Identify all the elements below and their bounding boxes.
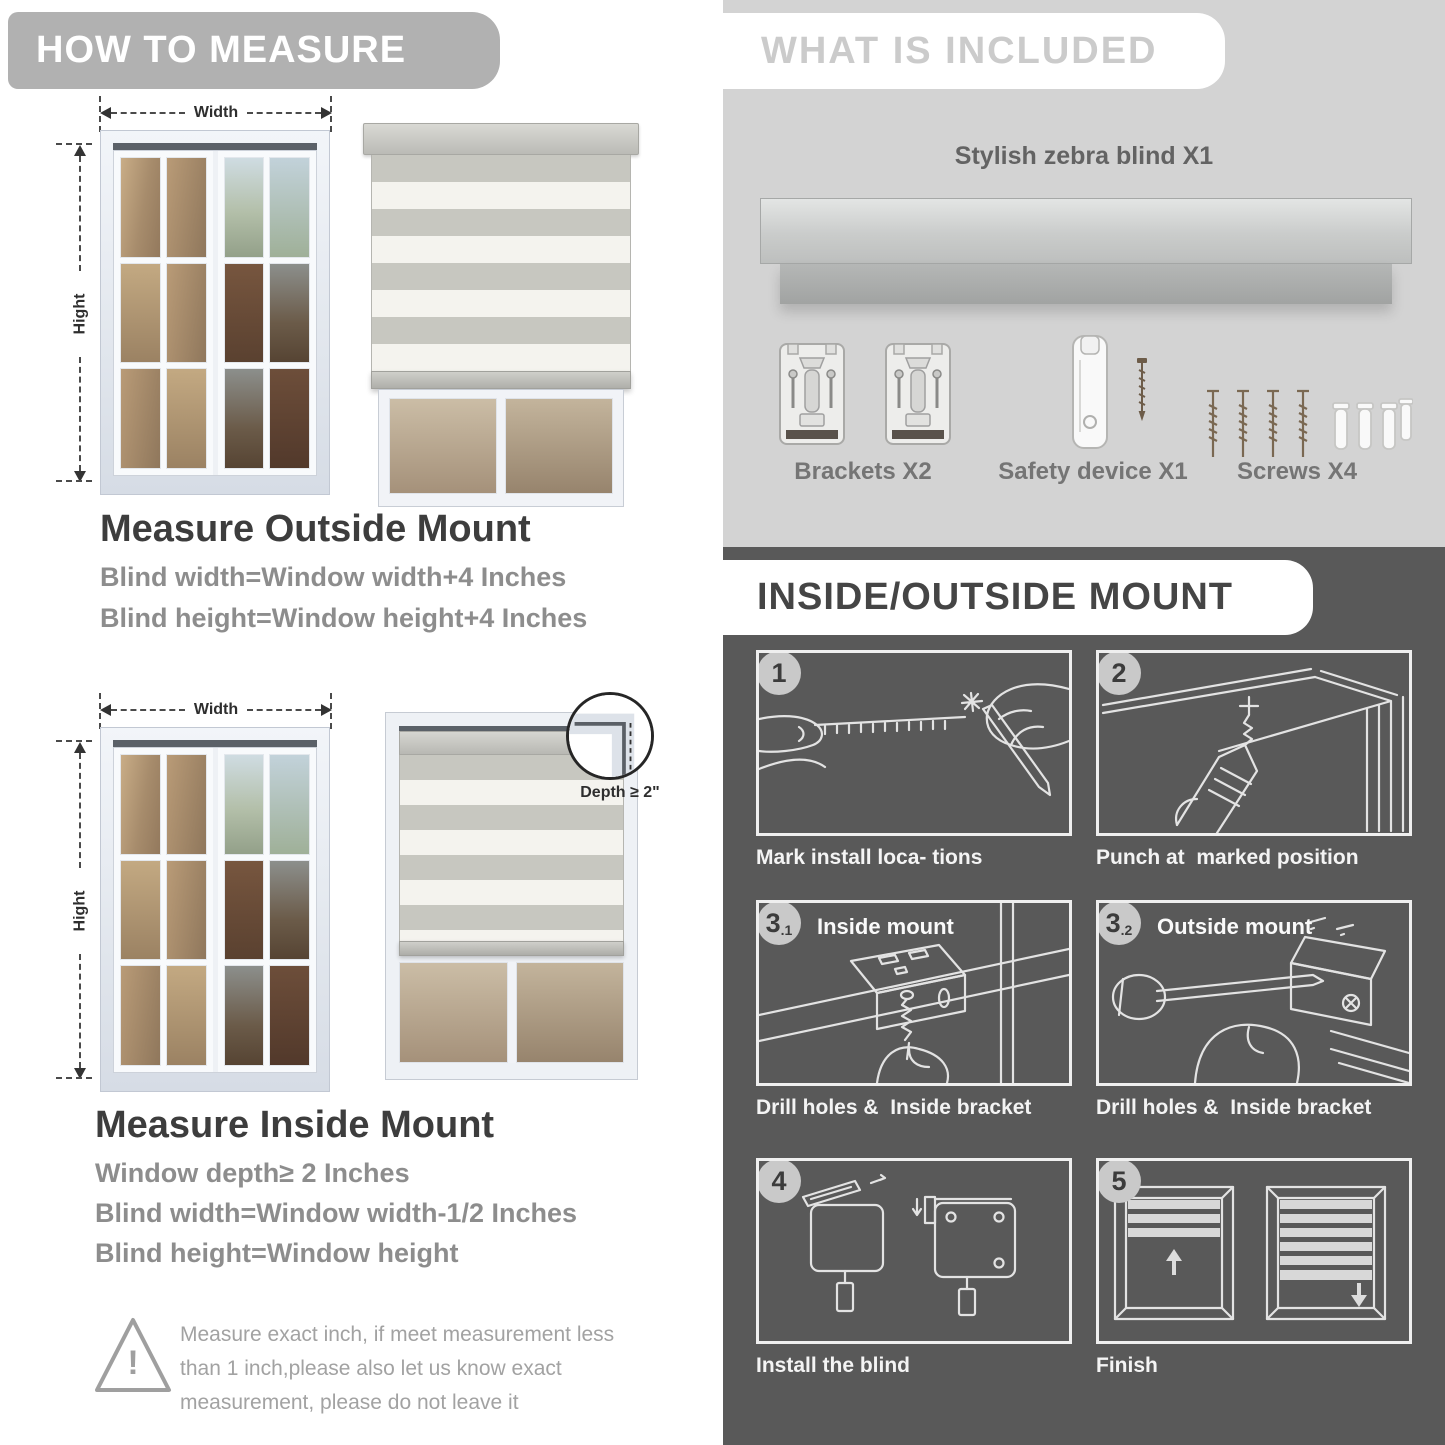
height-label: Hight (71, 293, 88, 334)
dimension-tick (56, 1077, 92, 1079)
inside-formula-width: Blind width=Window width-1/2 Inches (95, 1198, 578, 1228)
window-illustration-inside (100, 727, 330, 1092)
inside-mount-title: Measure Inside Mount (95, 1104, 495, 1146)
outside-formula-width: Blind width=Window width+4 Inches (100, 562, 567, 592)
height-label: Hight (71, 890, 88, 931)
width-label: Width (193, 701, 239, 718)
dimension-tick (56, 143, 92, 145)
window-below-blind (378, 389, 624, 507)
arrow-left-icon (100, 704, 111, 716)
step-number-badge: 1 (757, 651, 801, 695)
step-panel-5 (1096, 1158, 1412, 1344)
height-dimension-inside (67, 742, 93, 1079)
step1-mark-illustration (759, 653, 1069, 833)
step-panel-3-1 (756, 900, 1072, 1086)
blind-cassette (363, 123, 639, 155)
step1-caption: Mark install loca- tions (756, 846, 983, 869)
screws-icon (1201, 385, 1413, 463)
window-pane (389, 398, 497, 494)
window-pane (269, 860, 310, 961)
depth-label: Depth ≥ 2" (580, 784, 660, 801)
window-pane (399, 962, 508, 1063)
inside-outside-mount-header: INSIDE/OUTSIDE MOUNT (723, 560, 1313, 635)
step-number-badge: 3 .1 (757, 901, 801, 945)
window-sash-left (114, 151, 213, 475)
window-pane (224, 263, 265, 364)
window-pane (224, 368, 265, 469)
inside-depth-rule: Window depth≥ 2 Inches (95, 1158, 410, 1188)
window-pane (166, 754, 207, 855)
window-pane (224, 860, 265, 961)
warning-exclamation: ! (127, 1343, 139, 1382)
screws-label: Screws X4 (1236, 458, 1358, 485)
window-pane (224, 754, 265, 855)
blind-shade-stripes (371, 155, 631, 371)
window-pane (166, 860, 207, 961)
window-pane (516, 962, 625, 1063)
height-dimension-outside (67, 145, 93, 482)
window-pane (166, 368, 207, 469)
zebra-blind-outside-illustration (363, 123, 639, 507)
window-head-rail (113, 143, 317, 150)
depth-magnifier-icon (566, 692, 654, 780)
window-pane (120, 965, 161, 1066)
dimension-tick (330, 693, 332, 729)
step3-2-title: Outside mount (1157, 914, 1313, 939)
dimension-tick (99, 693, 101, 729)
window-corner-detail (569, 695, 651, 777)
window-illustration-outside (100, 130, 330, 495)
outside-mount-title: Measure Outside Mount (100, 508, 531, 550)
width-label: Width (193, 104, 239, 121)
window-pane (269, 368, 310, 469)
step4-caption: Install the blind (756, 1354, 911, 1377)
window-pane (269, 263, 310, 364)
brackets-label: Brackets X2 (794, 458, 932, 485)
step2-caption: Punch at marked position (1096, 846, 1359, 869)
dimension-tick (56, 740, 92, 742)
step4-install-illustration (759, 1161, 1069, 1341)
mount-instructions-section (723, 547, 1445, 1445)
window-pane (120, 368, 161, 469)
zebra-blind-valance-image (780, 264, 1392, 304)
step-number-badge: 2 (1097, 651, 1141, 695)
arrow-left-icon (100, 107, 111, 119)
window-pane (224, 157, 265, 258)
window-sash-left (114, 748, 213, 1072)
window-head-rail (113, 740, 317, 747)
step-panel-1 (756, 650, 1072, 836)
step3-1-caption: Drill holes & Inside bracket (756, 1096, 1032, 1119)
step-panel-3-2 (1096, 900, 1412, 1086)
window-pane (120, 860, 161, 961)
step-number-badge: 3 .2 (1097, 901, 1141, 945)
outside-formula-height: Blind height=Window height+4 Inches (100, 603, 588, 633)
window-pane (166, 157, 207, 258)
window-pane (224, 965, 265, 1066)
window-pane (166, 965, 207, 1066)
step3-1-title: Inside mount (817, 914, 954, 939)
window-pane (120, 263, 161, 364)
inside-formula-height: Blind height=Window height (95, 1238, 459, 1268)
window-pane (120, 157, 161, 258)
step5-caption: Finish (1096, 1354, 1158, 1377)
width-dimension-inside (100, 703, 332, 717)
brackets-icon (778, 340, 954, 452)
window-pane (269, 965, 310, 1066)
measure-note-text: Measure exact inch, if meet measurement less than 1 inch,please also let us know exact measurement, please do not leave it (180, 1323, 615, 1414)
step2-drill-illustration (1099, 653, 1409, 833)
step5-finish-illustration (1099, 1161, 1409, 1341)
step-panel-2 (1096, 650, 1412, 836)
what-is-included-header: WHAT IS INCLUDED (723, 13, 1225, 89)
dimension-tick (56, 480, 92, 482)
step-number-badge: 5 (1097, 1159, 1141, 1203)
dimension-tick (330, 96, 332, 132)
blind-bottom-rail (399, 941, 624, 956)
window-sash-right (213, 151, 317, 475)
window-pane (120, 754, 161, 855)
dimension-tick (99, 96, 101, 132)
window-sash-right (213, 748, 317, 1072)
step-number-badge: 4 (757, 1159, 801, 1203)
product-label: Stylish zebra blind X1 (954, 142, 1214, 170)
blind-shade-stripes (399, 755, 624, 941)
window-pane (269, 157, 310, 258)
blind-bottom-rail (371, 371, 631, 389)
how-to-measure-header: HOW TO MEASURE (8, 12, 500, 89)
step3-2-caption: Drill holes & Inside bracket (1096, 1096, 1372, 1119)
window-below-blind (399, 956, 624, 1063)
arrow-up-icon (74, 145, 86, 156)
window-pane (505, 398, 613, 494)
width-dimension-outside (100, 106, 332, 120)
safety-device-label: Safety device X1 (998, 458, 1188, 485)
safety-device-icon (1053, 332, 1173, 457)
what-is-included-section (723, 0, 1445, 1445)
zebra-blind-cassette-image (760, 198, 1412, 264)
arrow-up-icon (74, 742, 86, 753)
window-pane (269, 754, 310, 855)
window-pane (166, 263, 207, 364)
step-panel-4 (756, 1158, 1072, 1344)
